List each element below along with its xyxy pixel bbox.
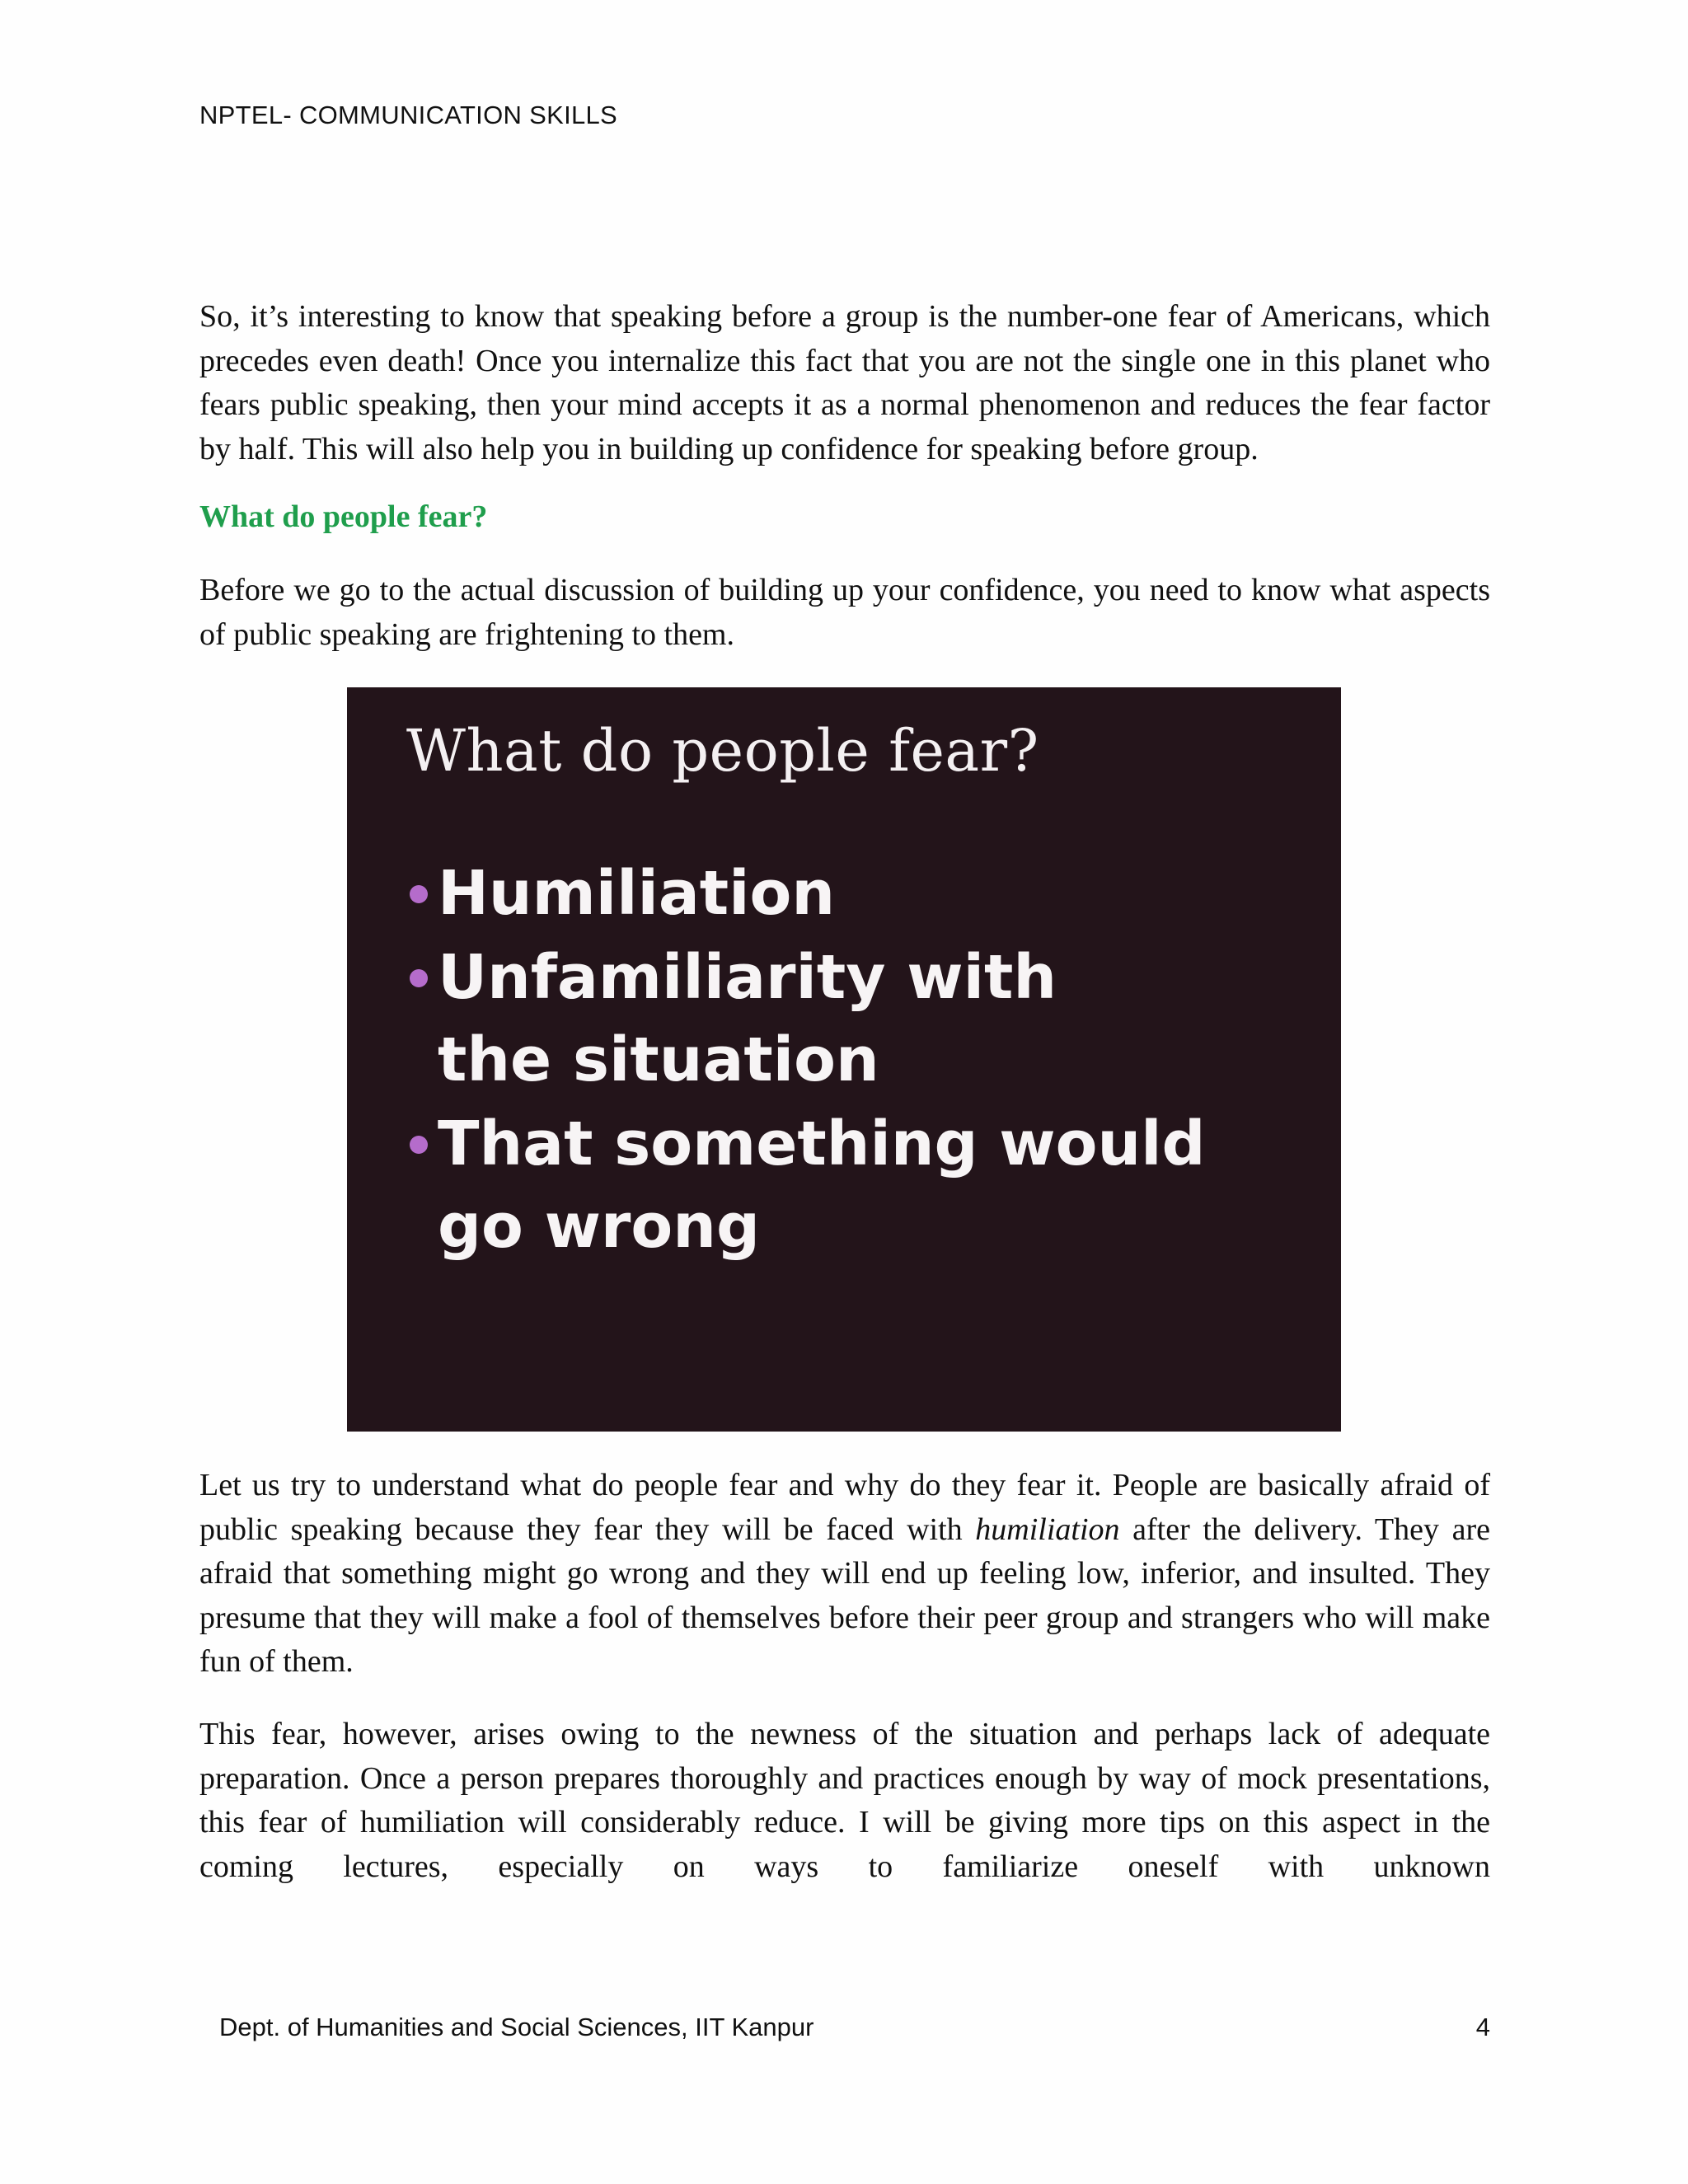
paragraph-text-start: Let us try to understand what do people fear and why do they fear it. People are basically afraid of public speaking because they fear they will be faced with <box>199 1468 1490 1547</box>
paragraph-text: Before we go to the actual discussion of building up your confidence, you need to know what aspects of public speaking are frightening to them. <box>199 573 1490 652</box>
slide-bullet-list <box>406 852 1313 1269</box>
page-header: NPTEL- COMMUNICATION SKILLS <box>199 101 618 129</box>
slide-image <box>347 687 1341 1432</box>
paragraph-text <box>199 1464 1490 1685</box>
slide-title: What do people fear? <box>406 717 1039 785</box>
paragraph-before-slide <box>199 569 1490 657</box>
page-number: 4 <box>1475 2013 1490 2041</box>
paragraph-text: So, it’s interesting to know that speaking before a group is the number-one fear of Americans, which precedes even death! Once you internalize this fact that you are not the single one in this planet who fears public speaking, then your mind accepts it as a normal phenomenon and reduces the fear factor by half. This will also help you in building up confidence for speaking before group. <box>199 299 1490 466</box>
slide-bullet-item <box>406 936 1155 1101</box>
slide-bullet-item <box>406 852 1313 935</box>
emphasized-word: humiliation <box>975 1511 1120 1547</box>
paragraph-text: This fear, however, arises owing to the newness of the situation and perhaps lack of adequate preparation. Once a person prepares thoroughly and practices enough by way of mock presentations, this fear of humiliation will considerably reduce. I will be giving more tips on this aspect in the coming lectures, especially on ways to familiarize oneself with unknown <box>199 1717 1490 1884</box>
slide-bullet-text: That something would go wrong <box>438 1108 1206 1262</box>
slide-bullet-text: Humiliation <box>438 858 836 929</box>
bullet-dot-icon <box>410 885 428 903</box>
paragraph-humiliation <box>199 1464 1490 1685</box>
paragraph-intro <box>199 295 1490 471</box>
bullet-dot-icon <box>410 1136 428 1154</box>
paragraph-text-end: after the delivery. They are afraid that something might go wrong and they will end up feeling low, inferior, and insulted. They presume that they will make a fool of themselves before their peer group and strangers who will make fun of them. <box>199 1511 1490 1679</box>
slide-bullet-item <box>406 1103 1278 1268</box>
bullet-dot-icon <box>410 969 428 987</box>
section-heading: What do people fear? <box>199 499 488 534</box>
slide-bullet-text: Unfamiliarity with the situation <box>438 942 1057 1095</box>
footer-department: Dept. of Humanities and Social Sciences, IIT Kanpur <box>219 2013 814 2041</box>
paragraph-preparation <box>199 1713 1490 1889</box>
